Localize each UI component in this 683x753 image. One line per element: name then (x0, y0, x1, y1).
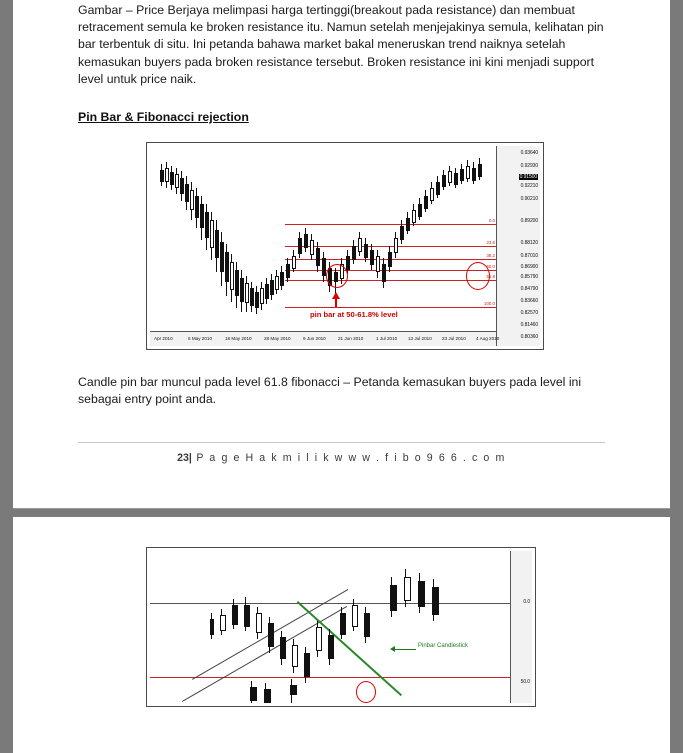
price-tick: 0.89200 (520, 218, 538, 225)
price-tick: 0.88120 (520, 240, 538, 247)
callout-arrow-icon (390, 646, 395, 652)
paragraph-caption: Candle pin bar muncul pada level 61.8 fibonacci – Petanda kemasukan buyers pada level ini sebagai entry point anda. (78, 375, 582, 407)
pin-bar-arrow-shaft (335, 298, 337, 307)
pin-bar-highlight-ellipse (326, 264, 348, 288)
fib-label-0: 0.0 (488, 218, 495, 224)
level-line-0 (150, 603, 510, 604)
chart-1-date-axis (150, 331, 500, 346)
fib-line-618 (285, 280, 496, 281)
chart-2-plot-area (150, 551, 510, 703)
date-tick: 1 Jul 2010 (376, 336, 398, 342)
chart-2-inner (150, 551, 532, 703)
date-tick: 4 Aug 2010 (476, 336, 500, 342)
date-tick: 28 May 2010 (264, 336, 291, 342)
page-2-content (13, 547, 670, 707)
trendline-green (297, 601, 402, 696)
pinbar-highlight-ellipse (356, 681, 376, 703)
paragraph-intro: Gambar – Price Berjaya melimpasi harga tertinggi(breakout pada resistance) dan membuat retracement semula ke broken resistance itu. Namun setelah menjejakinya semula, kelihatan pin bar terbentuk di situ. Ini petanda bahawa market bakal meneruskan trend naiknya setelah kemasukan buyers pada broken resistance tersebut. Broken resistance ini kini menjadi support level untuk price naik. (78, 3, 604, 86)
fib-label-382: 38.2 (486, 253, 495, 259)
date-tick: 6 May 2010 (188, 336, 213, 342)
date-tick: 21 Jun 2010 (338, 336, 364, 342)
price-tick: 0.87010 (520, 253, 538, 260)
price-tick: 0.80360 (520, 334, 538, 341)
price-tick: 0.85790 (520, 274, 538, 281)
section-subheading: Pin Bar & Fibonacci rejection (78, 110, 249, 125)
callout-line (392, 649, 416, 650)
chart-annotation: pin bar at 50-61.8% level (310, 310, 398, 320)
date-tick: 23 Jul 2010 (442, 336, 466, 342)
document-page-2 (13, 517, 670, 753)
price-tick: 0.92930 (520, 163, 538, 170)
price-tick: 0.0 (523, 599, 530, 605)
date-tick: Apr 2010 (154, 336, 173, 342)
document-page-1 (13, 0, 670, 509)
price-tick-current: 0.91500 (519, 174, 537, 181)
price-tick: 50.0 (520, 679, 530, 685)
price-tick: 0.93640 (520, 150, 538, 157)
footer-divider (78, 442, 605, 443)
page-footer (13, 452, 670, 464)
fib-line-0 (285, 224, 496, 225)
fib-label-100: 100.0 (484, 301, 495, 307)
chart-1-inner (150, 146, 540, 346)
date-tick: 13 Jul 2010 (408, 336, 432, 342)
level-line-50 (150, 677, 510, 678)
chart-2-price-axis (510, 551, 532, 703)
footer-separator: | (188, 452, 192, 465)
chart-1-plot-area (150, 146, 496, 332)
fib-line-100 (285, 307, 496, 308)
footer-text: P a g e H a k m i l i k w w w . f i b o 9 6 6 . c o m (196, 452, 506, 465)
page-1-content (13, 0, 670, 408)
price-tick: 0.84790 (520, 286, 538, 293)
chart-pin-bar-fibonacci (146, 142, 544, 350)
chart-1-price-axis (496, 146, 540, 346)
date-tick: 9 Jun 2010 (303, 336, 326, 342)
fib-label-236: 23.6 (486, 240, 495, 246)
fib-label-618: 61.8 (486, 274, 495, 280)
fib-label-500: 50.0 (486, 264, 495, 270)
date-tick: 18 May 2010 (225, 336, 252, 342)
price-tick: 0.83660 (520, 298, 538, 305)
footer-page-number: 23 (177, 452, 189, 465)
price-tick: 0.90210 (520, 196, 538, 203)
price-tick: 0.92210 (520, 183, 538, 190)
chart-2-annotation: Pinbar Candlestick (418, 643, 469, 649)
price-tick: 0.82570 (520, 310, 538, 317)
chart-pinbar-candlestick (146, 547, 536, 707)
price-tick: 0.81460 (520, 322, 538, 329)
price-tick: 0.86900 (520, 264, 538, 271)
fib-zone-highlight-ellipse (466, 262, 490, 290)
